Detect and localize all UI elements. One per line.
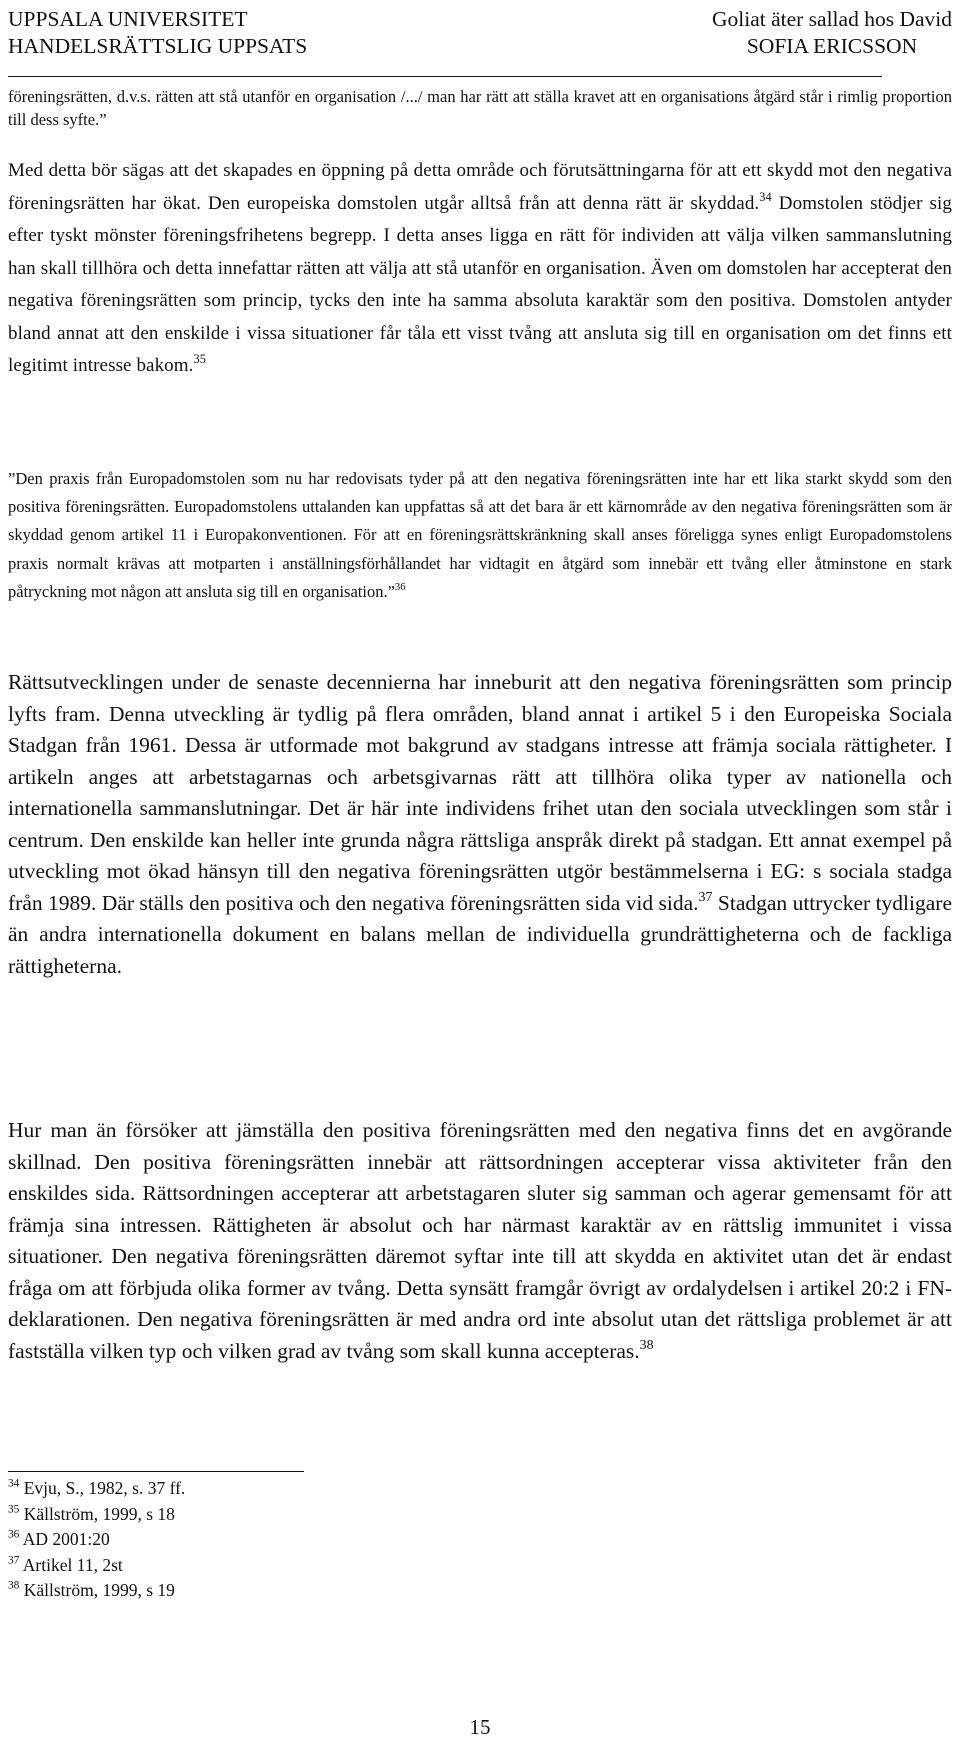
paragraph-1: [8, 155, 952, 383]
paragraph-2-text-b: Stadgan uttrycker tydligare än andra internationella dokument en balans mellan de individuella grundrättigheterna och de fackliga rättigheterna.: [8, 890, 952, 978]
page-header: [8, 6, 952, 60]
paragraph-2-text-a: Rättsutvecklingen under de senaste decennierna har inneburit att den negativa föreningsrätten som princip lyfts fram. Denna utveckling är tydlig på flera områden, bland annat i artikel 5 i den Europeiska Sociala Stadgan från 1961. Dessa är utformade mot bakgrund av stadgans intresse att främja sociala rättigheter. I artikeln anges att arbetstagarnas och arbetsgivarnas rätt att tillhöra olika typer av nationella och internationella sammanslutningar. Det är här inte individens frihet utan den sociala utvecklingen som står i centrum. Den enskilde kan heller inte grunda några rättsliga anspråk direkt på stadgan. Ett annat exempel på utveckling mot ökad hänsyn till den negativa föreningsrätten utgör bestämmelserna i EG: s sociala stadga från 1989. Där ställs den positiva och den negativa föreningsrätten sida vid sida.: [8, 670, 952, 915]
header-left: [8, 6, 307, 60]
essay-title: Goliat äter sallad hos David: [711, 7, 952, 31]
footnote-number: 37: [8, 1554, 20, 1567]
footnotes: [8, 1476, 185, 1604]
footnote-ref-38[interactable]: 38: [639, 1337, 654, 1353]
footnote-text: Evju, S., 1982, s. 37 ff.: [23, 1478, 186, 1498]
paragraph-1-text-b: Domstolen stödjer sig efter tyskt mönster föreningsfrihetens begrepp. I detta anses ligga en rätt för individen att välja vilken sammanslutning han skall tillhöra och detta innefattar rätten att välja att stå utanför en organisation. Även om domstolen har accepterat den negativa föreningsrätten som princip, tycks den inte ha samma absoluta karaktär som den positiva. Domstolen antyder bland annat att den enskilde i vissa situationer får tåla ett visst tvång att ansluta sig till en organisation om det finns ett legitimt intresse bakom.: [8, 192, 952, 376]
footnote-35: [8, 1502, 185, 1528]
footnote-text: AD 2001:20: [22, 1529, 110, 1549]
page-number: 15: [469, 1715, 491, 1739]
footnote-ref-37[interactable]: 37: [698, 889, 713, 905]
footnote-number: 36: [8, 1528, 20, 1541]
footnote-34: [8, 1476, 185, 1502]
footnote-ref-35[interactable]: 35: [193, 351, 207, 366]
essay-type: HANDELSRÄTTSLIG UPPSATS: [8, 34, 308, 58]
paragraph-1-text-a: Med detta bör sägas att det skapades en öppning på detta område och förutsättningarna för att ett skydd mot den negativa föreningsrätten har ökat. Den europeiska domstolen utgår alltså från att denna rätt är skyddad.: [8, 160, 952, 214]
paragraph-3: [8, 1115, 952, 1367]
footnote-ref-34[interactable]: 34: [759, 189, 772, 204]
quote-continuation: [8, 86, 952, 131]
paragraph-3-text: Hur man än försöker att jämställa den positiva föreningsrätten med den negativa finns det en avgörande skillnad. Den positiva föreningsrätten innebär att rättsordningen accepterar vissa aktiviteter från den enskildes sida. Rättsordningen accepterar att arbetstagaren sluter sig samman och agerar gemensamt för att främja sina intressen. Rättigheten är absolut och har närmast karaktär av en rättslig immunitet i vissa situationer. Den negativa föreningsrätten däremot syftar inte till att skydda en aktivitet utan det är endast fråga om att förbjuda olika former av tvång. Detta synsätt framgår övrigt av ordalydelsen i artikel 20:2 i FN-deklarationen. Den negativa föreningsrätten är med andra ord inte absolut utan det rättsliga problemet är att fastställa vilken typ och vilken grad av tvång som skall kunna accepteras.: [8, 1118, 952, 1363]
footnote-37: [8, 1553, 185, 1579]
footnote-text: Källström, 1999, s 18: [23, 1503, 175, 1524]
footnote-text: Artikel 11, 2st: [22, 1554, 123, 1575]
footnote-number: 34: [8, 1477, 20, 1490]
footnote-36: [8, 1527, 185, 1553]
paragraph-2: [8, 667, 952, 982]
header-right: [712, 6, 952, 60]
block-quote-text: ”Den praxis från Europadomstolen som nu har redovisats tyder på att den negativa föreningsrätten inte har ett lika starkt skydd som den positiva föreningsrätten. Europadomstolens uttalanden kan uppfattas så att det bara är ett kärnområde av den negativa föreningsrätten som är skyddad genom artikel 11 i Europakonventionen. För att en föreningsrättskränkning skall anses föreligga synes enligt Europadomstolens praxis normalt krävas att motparten i anställningsförhållandet har vidtagit en åtgärd som innebär ett tvång eller åtminstone en stark påtryckning mot någon att ansluta sig till en organisation.”: [8, 469, 952, 601]
quote-continuation-text: föreningsrätten, d.v.s. rätten att stå utanför en organisation /.../ man har rätt att ställa kravet att en organisations åtgärd står i rimlig proportion till dess syfte.”: [8, 87, 952, 129]
footnote-divider: [8, 1471, 304, 1472]
footnote-number: 38: [8, 1579, 20, 1592]
footnote-ref-36[interactable]: 36: [394, 580, 406, 593]
footnote-text: Källström, 1999, s 19: [23, 1580, 175, 1600]
footnote-38: [8, 1578, 185, 1604]
footnote-number: 35: [8, 1503, 20, 1516]
author-name: SOFIA ERICSSON: [746, 34, 918, 58]
header-divider: [8, 76, 882, 77]
university-name: UPPSALA UNIVERSITET: [8, 7, 248, 31]
block-quote: [8, 465, 952, 606]
